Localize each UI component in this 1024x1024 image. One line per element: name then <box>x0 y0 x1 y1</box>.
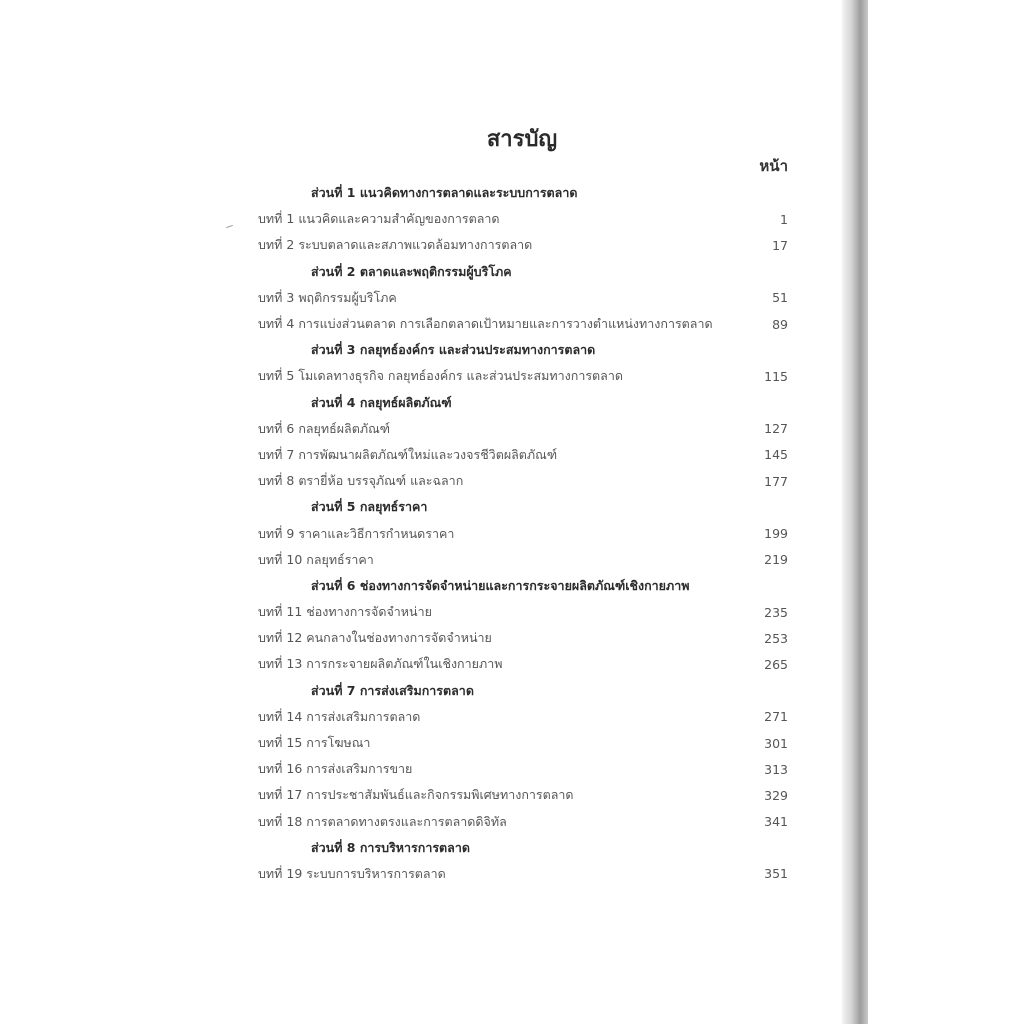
chapter-page-number: 17 <box>772 237 788 253</box>
toc-chapter-row <box>258 547 788 573</box>
chapter-page-number: 51 <box>772 290 788 306</box>
chapter-title: บทที่ 13 การกระจายผลิตภัณฑ์ในเชิงกายภาพ <box>258 656 503 672</box>
toc-chapter-row <box>258 311 788 337</box>
pencil-mark <box>226 225 233 228</box>
chapter-title: บทที่ 14 การส่งเสริมการตลาด <box>258 708 421 724</box>
toc-chapter-row <box>258 599 788 625</box>
chapter-page-number: 115 <box>764 368 788 384</box>
toc-section-heading: ส่วนที่ 7 การส่งเสริมการตลาด <box>311 682 474 698</box>
chapter-title: บทที่ 10 กลยุทธ์ราคา <box>258 551 374 567</box>
chapter-title: บทที่ 19 ระบบการบริหารการตลาด <box>258 865 446 881</box>
page-title: สารบัญ <box>486 127 558 152</box>
chapter-page-number: 1 <box>780 211 788 227</box>
toc-section-heading: ส่วนที่ 4 กลยุทธ์ผลิตภัณฑ์ <box>311 394 452 410</box>
chapter-page-number: 271 <box>764 709 788 725</box>
chapter-title: บทที่ 11 ช่องทางการจัดจำหน่าย <box>258 604 432 620</box>
toc-chapter-row <box>258 730 788 756</box>
chapter-title: บทที่ 6 กลยุทธ์ผลิตภัณฑ์ <box>258 420 391 436</box>
chapter-title: บทที่ 12 คนกลางในช่องทางการจัดจำหน่าย <box>258 630 492 646</box>
chapter-title: บทที่ 5 โมเดลทางธุรกิจ กลยุทธ์องค์กร และส่วนประสมทางการตลาด <box>258 368 623 384</box>
toc-section-heading: ส่วนที่ 3 กลยุทธ์องค์กร และส่วนประสมทางการตลาด <box>311 342 596 358</box>
chapter-title: บทที่ 7 การพัฒนาผลิตภัณฑ์ใหม่และวงจรชีวิตผลิตภัณฑ์ <box>258 446 558 462</box>
chapter-title: บทที่ 18 การตลาดทางตรงและการตลาดดิจิทัล <box>258 813 507 829</box>
chapter-page-number: 177 <box>764 473 788 489</box>
toc-chapter-row <box>258 442 788 468</box>
toc-chapter-row <box>258 756 788 782</box>
toc-chapter-row <box>258 651 788 677</box>
chapter-title: บทที่ 17 การประชาสัมพันธ์และกิจกรรมพิเศษทางการตลาด <box>258 787 574 803</box>
chapter-page-number: 351 <box>764 866 788 882</box>
chapter-title: บทที่ 9 ราคาและวิธีการกำหนดราคา <box>258 525 455 541</box>
chapter-page-number: 329 <box>764 787 788 803</box>
page-column-header: หน้า <box>759 157 788 175</box>
toc-section-heading: ส่วนที่ 1 แนวคิดทางการตลาดและระบบการตลาด <box>311 185 578 201</box>
chapter-page-number: 127 <box>764 421 788 437</box>
chapter-page-number: 145 <box>764 447 788 463</box>
toc-chapter-row <box>258 206 788 232</box>
toc-chapter-row <box>258 625 788 651</box>
chapter-page-number: 199 <box>764 526 788 542</box>
chapter-page-number: 301 <box>764 735 788 751</box>
chapter-page-number: 89 <box>772 316 788 332</box>
chapter-title: บทที่ 2 ระบบตลาดและสภาพแวดล้อมทางการตลาด <box>258 237 533 253</box>
book-spine-shadow <box>842 0 868 1024</box>
page-margin <box>868 0 1024 1024</box>
chapter-title: บทที่ 3 พฤติกรรมผู้บริโภค <box>258 289 397 305</box>
toc-chapter-row <box>258 416 788 442</box>
chapter-page-number: 219 <box>764 552 788 568</box>
chapter-page-number: 253 <box>764 630 788 646</box>
chapter-page-number: 313 <box>764 761 788 777</box>
table-of-contents <box>258 180 788 887</box>
chapter-title: บทที่ 16 การส่งเสริมการขาย <box>258 761 413 777</box>
chapter-title: บทที่ 15 การโฆษณา <box>258 735 371 751</box>
toc-chapter-row <box>258 232 788 258</box>
toc-chapter-row <box>258 468 788 494</box>
chapter-page-number: 341 <box>764 814 788 830</box>
toc-chapter-row <box>258 861 788 887</box>
toc-chapter-row <box>258 809 788 835</box>
toc-section-heading: ส่วนที่ 8 การบริหารการตลาด <box>311 839 470 855</box>
chapter-title: บทที่ 1 แนวคิดและความสำคัญของการตลาด <box>258 211 500 227</box>
toc-chapter-row <box>258 285 788 311</box>
toc-section-heading: ส่วนที่ 2 ตลาดและพฤติกรรมผู้บริโภค <box>311 263 512 279</box>
chapter-page-number: 265 <box>764 656 788 672</box>
toc-section-heading: ส่วนที่ 5 กลยุทธ์ราคา <box>311 499 428 515</box>
chapter-page-number: 235 <box>764 604 788 620</box>
toc-chapter-row <box>258 704 788 730</box>
toc-section-heading: ส่วนที่ 6 ช่องทางการจัดจำหน่ายและการกระจายผลิตภัณฑ์เชิงกายภาพ <box>311 577 690 593</box>
toc-chapter-row <box>258 520 788 546</box>
toc-chapter-row <box>258 363 788 389</box>
chapter-title: บทที่ 8 ตรายี่ห้อ บรรจุภัณฑ์ และฉลาก <box>258 473 464 489</box>
toc-chapter-row <box>258 782 788 808</box>
chapter-title: บทที่ 4 การแบ่งส่วนตลาด การเลือกตลาดเป้าหมายและการวางตำแหน่งทางการตลาด <box>258 316 713 332</box>
